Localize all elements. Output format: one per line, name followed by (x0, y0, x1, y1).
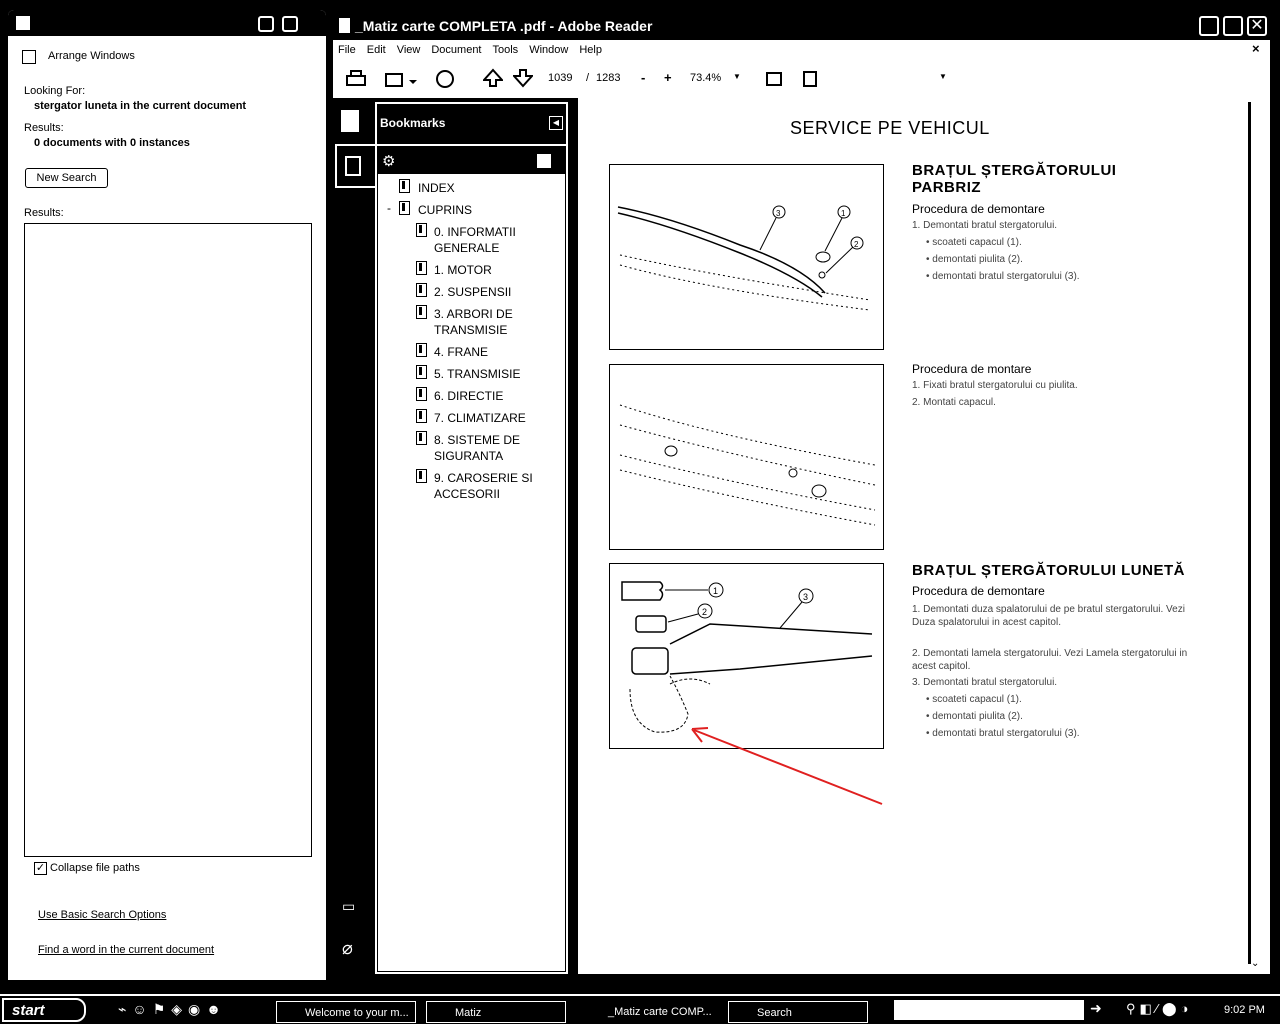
callout-3: 3 (776, 209, 781, 218)
step-line: 3. Demontati bratul stergatorului. (912, 677, 1058, 688)
page-heading: SERVICE PE VEHICUL (790, 118, 990, 138)
bookmark-icon (399, 201, 410, 215)
vertical-scrollbar[interactable] (1246, 98, 1270, 974)
arrange-windows-link[interactable]: Arrange Windows (48, 50, 135, 62)
bookmark-cuprins[interactable]: CUPRINS (418, 203, 473, 217)
zoom-level[interactable]: 73.4% (690, 72, 722, 84)
bookmarks-divider (377, 144, 566, 146)
menu-window[interactable]: Window (529, 44, 569, 56)
menu-view[interactable]: View (396, 44, 421, 56)
layers-icon[interactable]: ▭ (342, 898, 356, 914)
menu-tools[interactable]: Tools (492, 44, 519, 56)
bookmark-suspensii[interactable]: 2. SUSPENSII (434, 285, 512, 299)
menu-file[interactable]: File (338, 44, 356, 56)
new-search-button[interactable]: New Search (25, 168, 108, 188)
bookmark-icon (416, 305, 427, 319)
go-arrow-icon[interactable]: ➜ (1090, 1000, 1102, 1016)
step-line: 1. Fixati bratul stergatorului cu piulita. (912, 380, 1078, 391)
tree-collapse-toggle[interactable]: - (387, 201, 391, 215)
bookmark-icon (399, 179, 410, 193)
find-word-link[interactable]: Find a word in the current document (38, 944, 215, 956)
callout-3: 3 (803, 592, 809, 602)
bookmark-icon (416, 343, 427, 357)
task-matiz[interactable]: Matiz (426, 1001, 566, 1023)
zoom-in-button[interactable]: + (664, 70, 672, 85)
bookmark-directie[interactable]: 6. DIRECTIE (434, 389, 504, 403)
bookmark-icon (416, 469, 427, 483)
basic-search-options-link[interactable]: Use Basic Search Options (38, 909, 167, 921)
quick-launch-icons[interactable]: ⌁☺⚑◈◉☻ (118, 1001, 227, 1017)
zoom-dropdown-icon[interactable]: ▼ (733, 72, 741, 81)
step-line: • demontati piulita (2). (926, 711, 1023, 722)
maximize-window-icon[interactable] (1223, 16, 1243, 36)
start-label: start (12, 1002, 45, 1019)
page-number-field[interactable]: 1039 (548, 72, 573, 84)
bookmark-sisteme-de-siguranta[interactable]: 8. SISTEME DE SIGURANTA (434, 433, 521, 463)
collapse-paths-label: Collapse file paths (50, 862, 140, 874)
close-document-icon[interactable]: × (1252, 41, 1260, 56)
options-gear-icon[interactable]: ⚙ (382, 153, 396, 170)
section-luneta-subtitle: Procedura de demontare (912, 584, 1045, 598)
callout-2: 2 (702, 607, 708, 617)
window-title: _Matiz carte COMPLETA .pdf - Adobe Reader (355, 18, 653, 34)
step-line: 1. Demontati bratul stergatorului. (912, 220, 1058, 231)
callout-1: 1 (713, 586, 719, 596)
results-list-label: Results: (24, 207, 64, 219)
figure-windshield-wiper-arm (609, 164, 884, 350)
clock: 9:02 PM (1224, 1004, 1265, 1016)
taskbar (0, 994, 1280, 1024)
bookmark-caroserie-si-accesorii[interactable]: 9. CAROSERIE SI ACCESORII (434, 471, 533, 501)
callout-1: 1 (841, 209, 846, 218)
page-separator: / (586, 72, 590, 84)
panel-splitter[interactable] (569, 98, 578, 974)
previous-page-icon[interactable] (483, 68, 503, 88)
address-input[interactable] (894, 1000, 1084, 1020)
scroll-down-icon[interactable]: ⌄ (1251, 958, 1260, 969)
email-icon[interactable] (383, 68, 417, 90)
close-window-icon[interactable]: ✕ (1247, 16, 1267, 36)
results-label: Results: (24, 122, 64, 134)
bookmark-climatizare[interactable]: 7. CLIMATIZARE (434, 411, 526, 425)
bookmark-icon (416, 409, 427, 423)
step-line: • scoateti capacul (1). (926, 237, 1022, 248)
pdf-doc-icon (339, 18, 350, 33)
system-tray-icons[interactable]: ⚲◧⁄⬤◑ (1126, 1001, 1193, 1016)
step-line: 2. Montati capacul. (912, 397, 996, 408)
scrollbar-track (1248, 102, 1251, 964)
task-adobe-reader[interactable]: _Matiz carte COMP... (608, 1006, 712, 1018)
bookmarks-tree (378, 174, 565, 971)
section-montare-subtitle: Procedura de montare (912, 362, 1032, 376)
toolbar-options-icon[interactable]: ▼ (939, 72, 947, 81)
step-line: 2. Demontati lamela stergatorului. Vezi Lamela stergatorului in acest capitol. (912, 648, 1188, 672)
results-list[interactable] (24, 223, 312, 857)
next-page-icon[interactable] (513, 68, 533, 88)
pages-panel-icon[interactable] (341, 110, 359, 132)
attachments-icon[interactable]: ⌀ (342, 938, 353, 958)
results-summary: 0 documents with 0 instances (34, 137, 190, 149)
fit-page-icon[interactable] (801, 70, 819, 88)
step-line: • demontati piulita (2). (926, 254, 1023, 265)
adobe-icon (16, 16, 30, 30)
bookmark-index[interactable]: INDEX (418, 181, 455, 195)
print-icon[interactable] (345, 70, 367, 88)
bookmark-icon (416, 283, 427, 297)
menubar (333, 40, 1270, 58)
callout-2: 2 (854, 240, 859, 249)
section-parbriz-title: BRAȚUL ȘTERGĂTORULUI PARBRIZ (912, 162, 1117, 196)
task-welcome[interactable]: Welcome to your m... (276, 1001, 416, 1023)
bookmarks-tab[interactable] (335, 144, 375, 188)
bookmark-transmisie[interactable]: 5. TRANSMISIE (434, 367, 521, 381)
collapse-paths-checkbox[interactable]: ✓ (35, 862, 46, 874)
reader-titlebar (333, 14, 1280, 40)
looking-for-label: Looking For: (24, 85, 86, 97)
task-search[interactable]: Search (728, 1001, 868, 1023)
bookmark-icon (416, 387, 427, 401)
bookmark-icon (416, 431, 427, 445)
wiper-arm-drawing (610, 165, 883, 349)
hand-tool-icon[interactable] (433, 68, 457, 90)
bookmark-arbori-de-transmisie[interactable]: 3. ARBORI DE TRANSMISIE (434, 307, 513, 337)
menu-help[interactable]: Help (579, 44, 602, 56)
bookmark-icon (416, 261, 427, 275)
menu-edit[interactable]: Edit (366, 44, 386, 56)
navigation-pane (333, 98, 373, 974)
bookmark-icon (416, 365, 427, 379)
fit-width-icon[interactable] (765, 70, 783, 88)
page-total: 1283 (596, 72, 621, 84)
red-annotation-arrow (678, 718, 898, 818)
bookmarks-title: Bookmarks (380, 116, 446, 130)
step-line: 1. Demontati duza spalatorului de pe bratul stergatorului. Vezi Duza spalatorului in acest capitol. (912, 604, 1185, 628)
search-query-text: stergator luneta in the current document (34, 100, 247, 112)
toolbar (333, 58, 1270, 98)
bookmark-tab-icon (345, 156, 361, 176)
search-pane (8, 10, 326, 980)
section-luneta-title: BRAȚUL ȘTERGĂTORULUI LUNETĂ (912, 562, 1185, 579)
collapse-panel-icon[interactable]: ◀ (549, 116, 563, 130)
step-line: • demontati bratul stergatorului (3). (926, 728, 1080, 739)
search-titlebar (8, 10, 326, 36)
bookmark-motor[interactable]: 1. MOTOR (434, 263, 492, 277)
step-line: • scoateti capacul (1). (926, 694, 1022, 705)
wiper-install-drawing (610, 365, 883, 549)
document-page[interactable] (578, 98, 1246, 974)
minimize-window-icon[interactable] (1199, 16, 1219, 36)
bookmark-icon (416, 223, 427, 237)
restore-icon[interactable] (258, 16, 274, 32)
zoom-out-button[interactable]: - (641, 70, 646, 85)
start-button[interactable] (2, 998, 86, 1022)
bookmark-frane[interactable]: 4. FRANE (434, 345, 489, 359)
figure-wiper-installation (609, 364, 884, 550)
menu-document[interactable]: Document (431, 44, 482, 56)
bookmark-informatii-generale[interactable]: 0. INFORMATII GENERALE (434, 225, 516, 255)
step-line: • demontati bratul stergatorului (3). (926, 271, 1080, 282)
minimize-icon[interactable] (282, 16, 298, 32)
section-parbriz-subtitle: Procedura de demontare (912, 202, 1045, 216)
arrange-windows-icon (22, 50, 36, 64)
expand-bookmark-icon[interactable] (537, 154, 551, 168)
